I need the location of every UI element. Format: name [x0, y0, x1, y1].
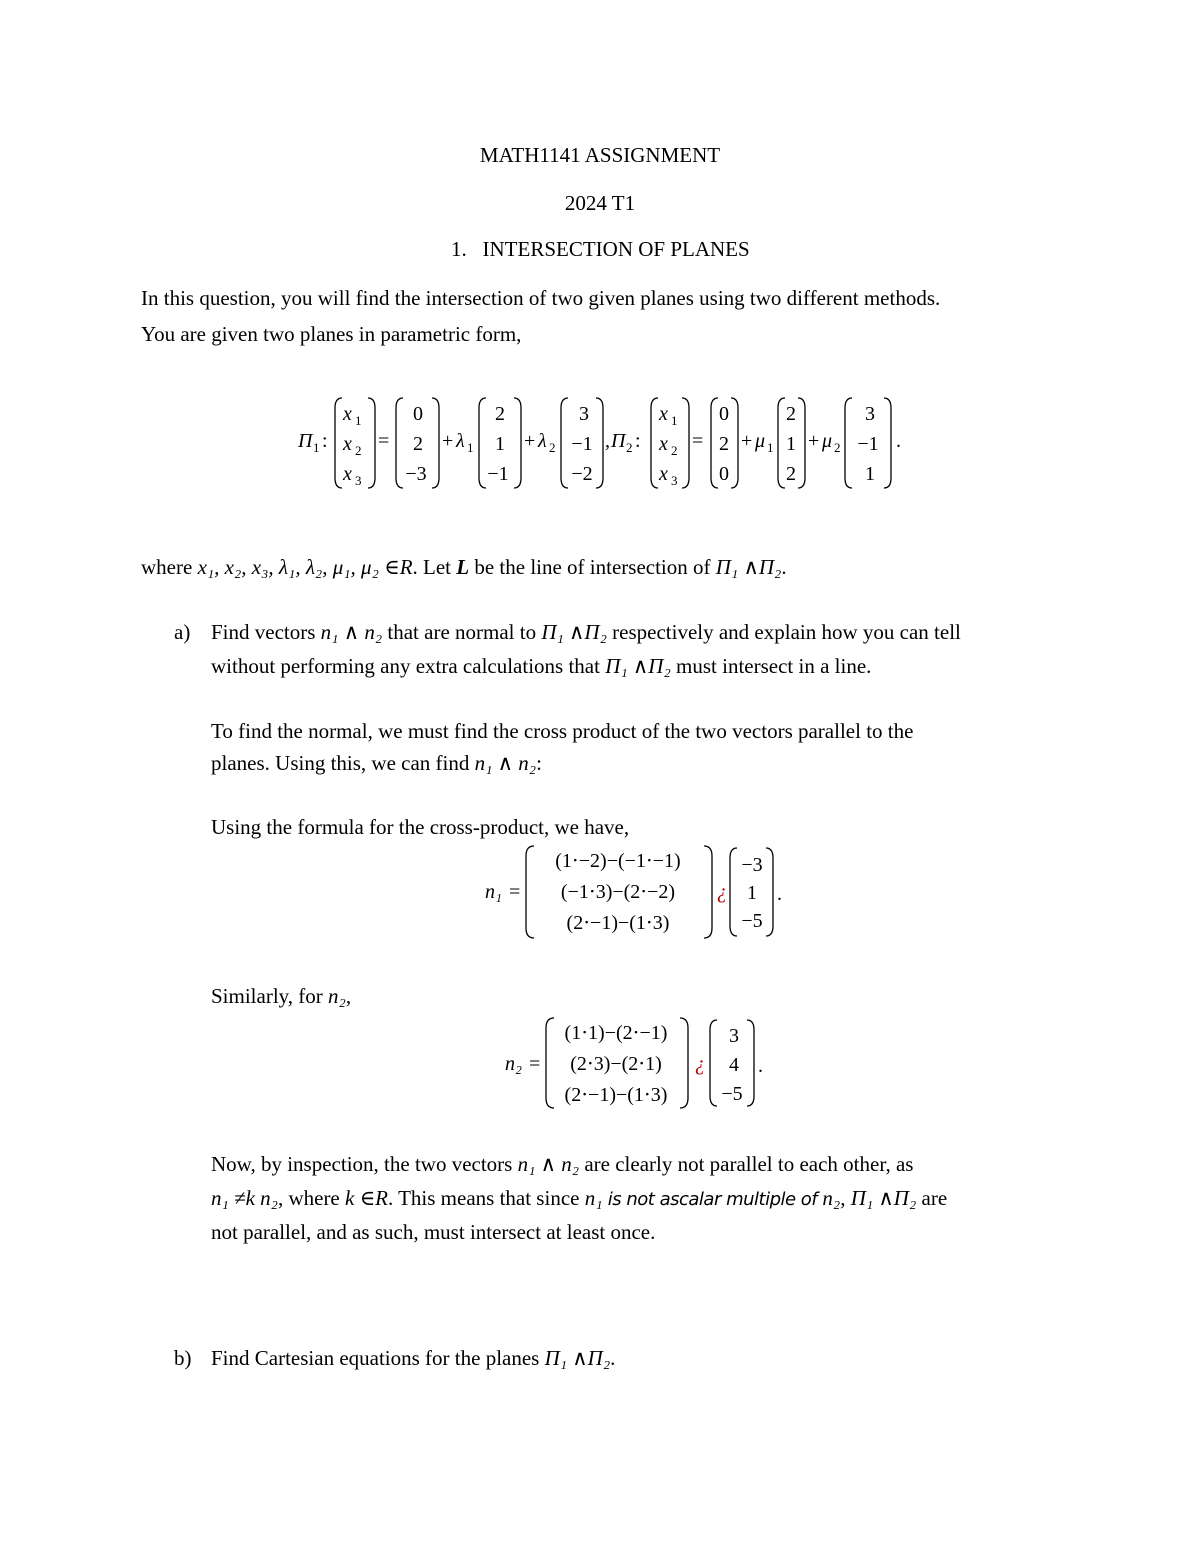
pi2-direction-2	[845, 398, 891, 488]
pi2-direction-1	[778, 398, 805, 488]
svg-text::: :	[322, 430, 328, 452]
svg-text:2: 2	[495, 403, 505, 425]
course-title: MATH1141 ASSIGNMENT	[479, 143, 721, 167]
svg-text:μ: μ	[755, 430, 766, 452]
broken-glyph: ¿	[717, 881, 727, 903]
n2-label: n₂	[505, 1053, 522, 1075]
svg-text:=: =	[529, 1053, 541, 1075]
svg-text:μ: μ	[822, 430, 833, 452]
pi2-point-vector	[711, 398, 738, 488]
n1-result-row-2: 1	[747, 882, 757, 904]
broken-glyph: ¿	[695, 1053, 705, 1075]
svg-text:2: 2	[671, 443, 678, 458]
svg-text:2: 2	[355, 443, 362, 458]
svg-text:λ: λ	[538, 430, 547, 452]
svg-text:x: x	[343, 463, 352, 485]
n1-result-row-3: −5	[741, 910, 763, 932]
part-a-label: a)	[174, 620, 191, 644]
svg-text:1: 1	[495, 433, 505, 455]
pi1-direction-2	[561, 398, 603, 488]
svg-text:.: .	[896, 430, 901, 452]
svg-text:x: x	[659, 433, 668, 455]
svg-text:2: 2	[626, 440, 633, 455]
svg-text:0: 0	[719, 463, 729, 485]
part-a-question-line-2: without performing any extra calculations that Π₁ ∧Π₂ must intersect in a line.	[211, 654, 872, 678]
svg-text:x: x	[659, 403, 668, 425]
section-heading	[451, 237, 750, 262]
italic-phrase: is not ascalar multiple of	[607, 1189, 818, 1210]
svg-text:1: 1	[355, 413, 362, 428]
svg-text:3: 3	[865, 403, 875, 425]
svg-text:,: ,	[605, 430, 610, 452]
section-title: INTERSECTION OF PLANES	[482, 237, 750, 261]
svg-text:3: 3	[355, 473, 362, 488]
svg-text:=: =	[692, 430, 704, 452]
svg-text:=: =	[378, 430, 390, 452]
n2-computation	[500, 1010, 780, 1115]
n2-result-row-1: 3	[729, 1025, 739, 1047]
pi1-x-vector	[335, 398, 375, 488]
term-label: 2024 T1	[564, 191, 636, 215]
similarly-line: Similarly, for n₂,	[211, 984, 352, 1008]
part-a-question-line-1: Find vectors n₁ ∧ n₂ that are normal to Π₁ ∧Π₂ respectively and explain how you can tell	[211, 620, 961, 644]
n2-expr-row-3: (2⋅−1)−(1⋅3)	[564, 1084, 668, 1106]
svg-text:1: 1	[671, 413, 678, 428]
svg-text:x: x	[659, 463, 668, 485]
where-line: where x₁, x₂, x₃, λ₁, λ₂, μ₁, μ₂ ∈R. Let L be the line of intersection of Π₁ ∧Π₂.	[141, 555, 787, 579]
n2-result-row-2: 4	[729, 1054, 739, 1076]
line-L: L	[456, 555, 470, 579]
part-b-question: Find Cartesian equations for the planes Π₁ ∧Π₂.	[211, 1346, 616, 1370]
pi1-direction-1	[479, 398, 521, 488]
svg-text:+: +	[442, 430, 454, 452]
svg-text:+: +	[524, 430, 536, 452]
svg-text:x: x	[343, 403, 352, 425]
svg-text:2: 2	[786, 463, 796, 485]
svg-text:−1: −1	[857, 433, 879, 455]
svg-text:2: 2	[549, 440, 556, 455]
pi1-label: Π	[298, 430, 313, 452]
svg-text:0: 0	[413, 403, 423, 425]
n1-computation	[480, 840, 790, 945]
now-line-3: not parallel, and as such, must intersect at least once.	[211, 1220, 656, 1244]
svg-text:1: 1	[865, 463, 875, 485]
intro-line-2: You are given two planes in parametric form,	[141, 322, 522, 346]
n2-expr-row-1: (1⋅1)−(2⋅−1)	[564, 1022, 668, 1044]
svg-text:λ: λ	[456, 430, 465, 452]
svg-text:2: 2	[786, 403, 796, 425]
n2-result-row-3: −5	[721, 1083, 743, 1105]
n1-expr-row-2: (−1⋅3)−(2⋅−2)	[560, 881, 676, 903]
svg-text:x: x	[343, 433, 352, 455]
now-line-2: n₁ ≠k n₂, where k ∈R. This means that since n₁ is not ascalar multiple of n₂, Π₁ ∧Π₂ are	[211, 1186, 948, 1210]
n1-result-row-1: −3	[741, 854, 763, 876]
svg-text:−1: −1	[571, 433, 593, 455]
svg-text:2: 2	[719, 433, 729, 455]
svg-text:1: 1	[313, 440, 320, 455]
pi1-point-vector	[396, 398, 439, 488]
answer-line-1: To find the normal, we must find the cross product of the two vectors parallel to the	[211, 719, 914, 743]
intro-line-1: In this question, you will find the intersection of two given planes using two different methods.	[141, 286, 941, 310]
pi2-label: Π	[611, 430, 626, 452]
svg-text:−3: −3	[405, 463, 427, 485]
pi2-x-vector	[651, 398, 689, 488]
svg-text::: :	[635, 430, 641, 452]
svg-text:1: 1	[786, 433, 796, 455]
svg-text:1: 1	[767, 440, 774, 455]
plane-equations	[280, 390, 920, 500]
part-b-label: b)	[174, 1346, 192, 1370]
svg-text:+: +	[741, 430, 753, 452]
now-line-1: Now, by inspection, the two vectors n₁ ∧ n₂ are clearly not parallel to each other, as	[211, 1152, 914, 1176]
n1-label: n₁	[485, 881, 502, 903]
answer-line-2: planes. Using this, we can find n₁ ∧ n₂:	[211, 751, 542, 775]
svg-text:.: .	[777, 883, 782, 905]
svg-text:3: 3	[579, 403, 589, 425]
svg-text:3: 3	[671, 473, 678, 488]
answer-line-3: Using the formula for the cross-product, we have,	[211, 815, 630, 839]
n2-expr-row-2: (2⋅3)−(2⋅1)	[570, 1053, 662, 1075]
n1-expr-row-1: (1⋅−2)−(−1⋅−1)	[555, 850, 681, 872]
svg-text:−2: −2	[571, 463, 593, 485]
section-number: 1.	[451, 237, 467, 261]
svg-text:2: 2	[834, 440, 841, 455]
svg-text:−1: −1	[487, 463, 509, 485]
svg-text:.: .	[758, 1055, 763, 1077]
svg-text:0: 0	[719, 403, 729, 425]
svg-text:=: =	[509, 881, 521, 903]
svg-text:2: 2	[413, 433, 423, 455]
svg-text:1: 1	[467, 440, 474, 455]
n1-expr-row-3: (2⋅−1)−(1⋅3)	[566, 912, 670, 934]
variables-set: x₁, x₂, x₃, λ₁, λ₂, μ₁, μ₂ ∈R	[197, 555, 413, 579]
svg-text:+: +	[808, 430, 820, 452]
